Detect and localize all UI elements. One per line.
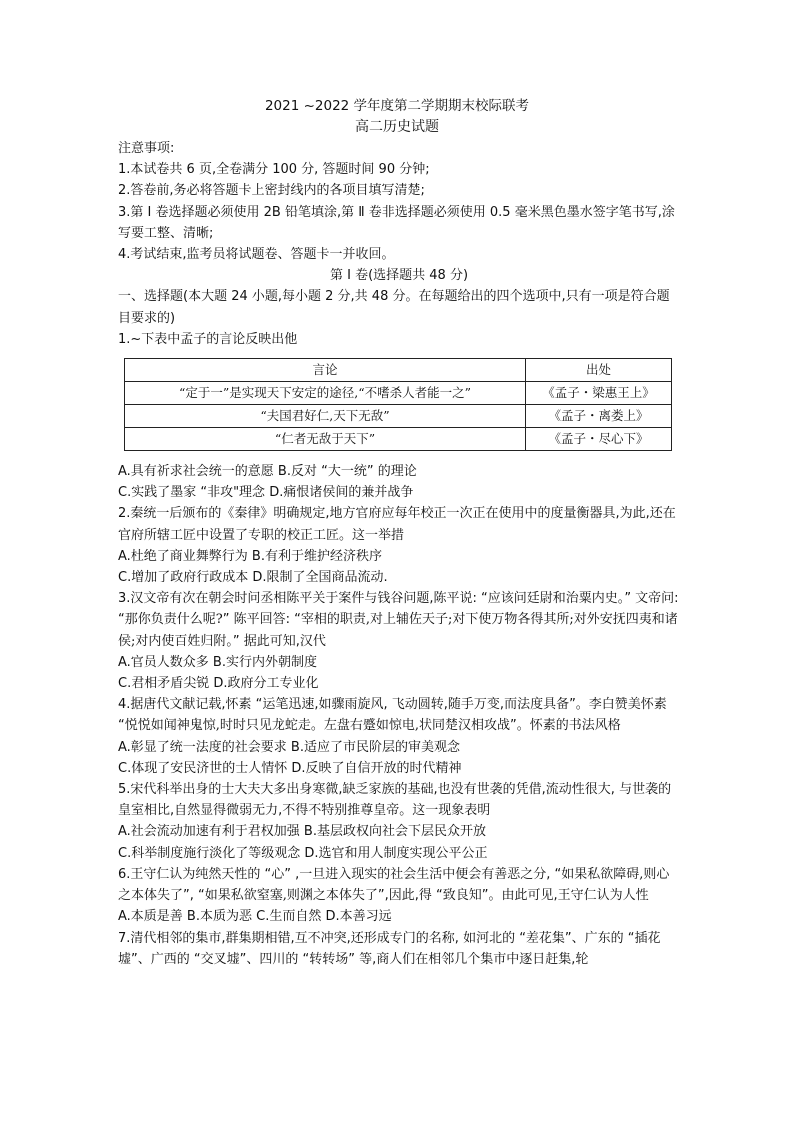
table-header-row <box>125 359 672 382</box>
table-cell: 《孟子・离娄上》 <box>526 405 672 428</box>
q3-stem-part: ” 文帝问: “ <box>118 591 679 628</box>
q6-quote: 如果私欲障碍,则心之本体失了 <box>118 866 670 904</box>
section-title: 第 I 卷(选择题共 48 分) <box>329 268 469 284</box>
table-cell: “仁者无敌于天下” <box>125 428 526 451</box>
table-cell: 《孟子・梁惠王上》 <box>526 382 672 405</box>
note-item-4: 4.考试结束,监考员将试题卷、答题卡一并收回。 <box>118 247 395 263</box>
q3-quote: 那你负责什么呢? <box>124 612 223 628</box>
q6-stem-part: 6.王守仁认为纯然天性的 “心” ,一旦进入现实的社会生活中便会有善恶之分, “ <box>118 866 562 882</box>
section-instruction: 一、选择题(本大题 24 小题,每小题 2 分,共 48 分。在每题给出的四个选项中,只有一项是符合题目要求的) <box>118 289 670 326</box>
q3-option-line: A.官员人数众多 B.实行内外朝制度 <box>118 654 317 670</box>
table-header-cell: 出处 <box>526 359 672 382</box>
q3-stem-part: ” 据此可知,汉代 <box>232 633 326 649</box>
q3-stem-part: ” 陈平回答: “ <box>222 612 301 628</box>
exam-body <box>118 138 680 970</box>
subject-title: 高二历史试题 <box>355 119 439 135</box>
notes-heading: 注意事项: <box>118 141 175 156</box>
q1-table <box>124 358 672 451</box>
q6-stem-part: ”,因此,得 “致良知”。由此可见,王守仁认为人性 <box>377 888 649 904</box>
table-row <box>125 428 672 451</box>
q1-stem: 1.~下表中孟子的言论反映出他 <box>118 331 298 347</box>
q2-option-line: A.杜绝了商业舞弊行为 B.有利于维护经济秩序 <box>118 548 382 564</box>
q1-option-line: A.具有祈求社会统一的意愿 B.反对 “大一统” 的理论 <box>118 464 417 480</box>
q4-option-line: A.彰显了统一法度的社会要求 B.适应了市民阶层的审美观念 <box>118 739 460 755</box>
note-item-1: 1.本试卷共 6 页,全卷满分 100 分, 答题时间 90 分钟; <box>118 162 430 178</box>
table-cell: “夫国君好仁,天下无敌” <box>125 405 526 428</box>
q4-quote: 悦悦如闻神鬼惊,时时只见龙蛇走。左盘右蹙如惊电,状同楚汉相攻战 <box>124 718 511 734</box>
q6-option-line: A.本质是善 B.本质为恶 C.生而自然 D.本善习远 <box>118 909 392 925</box>
q4-stem <box>118 694 680 736</box>
q5-option-line: A.社会流动加速有利于君权加强 B.基层政权向社会下层民众开放 <box>118 824 486 840</box>
exam-title: 2021 ~2022 学年度第二学期期末校际联考 <box>264 98 530 114</box>
table-header-cell: 言论 <box>125 359 526 382</box>
q6-stem <box>118 864 680 906</box>
note-item-3: 3.第 I 卷选择题必须使用 2B 铅笔填涂,第 Ⅱ 卷非选择题必须使用 0.5 毫米黑色墨水签字笔书写,涂写要工整、清晰; <box>118 204 675 241</box>
q3-quote: 应该问廷尉和治粟内史。 <box>487 591 625 607</box>
q7-stem: 7.清代相邻的集市,群集期相错,互不冲突,还形成专门的名称, 如河北的 “差花集”、广东的 “插花墟”、广西的 “交叉墟”、四川的 “转转场” 等,商人们在相邻几个集市中逐日赶集,轮 <box>118 930 661 967</box>
q6-stem-part: ”, “ <box>183 888 205 904</box>
q2-stem: 2.秦统一后颁布的《秦律》明确规定,地方官府应每年校正一次正在使用中的度量衡器具,为此,还在官府所辖工匠中设置了专职的校正工匠。这一举措 <box>118 506 676 543</box>
table-cell: 《孟子・尽心下》 <box>526 428 672 451</box>
q4-option-line: C.体现了安民济世的士人情怀 D.反映了自信开放的时代精神 <box>118 760 462 776</box>
q4-stem-part: ”。怀素的书法风格 <box>510 718 621 734</box>
table-row <box>125 405 672 428</box>
q3-quote: 宰相的职责,对上辅佐天子;对下使万物各得其所;对外安抚四夷和诸侯;对内使百姓归附。 <box>118 612 678 649</box>
q6-quote: 如果私欲窒塞,则渊之本体失了 <box>204 888 378 904</box>
q3-stem-part: 3.汉文帝有次在朝会时问丞相陈平关于案件与钱谷问题,陈平说: “ <box>118 591 488 607</box>
q4-stem-part: 4.据唐代文献记载,怀素 “运笔迅速,如骤雨旋风, 飞动圆转,随手万变,而法度具备”。李白赞美怀素 “ <box>118 697 667 734</box>
table-cell: “定于一”是实现天下安定的途径,“不嗜杀人者能一之” <box>125 382 526 405</box>
q1-option-line: C.实践了墨家 “非攻"理念 D.痛恨诸侯间的兼并战争 <box>118 485 414 501</box>
q5-option-line: C.科举制度施行淡化了等级观念 D.选官和用人制度实现公平公正 <box>118 845 488 861</box>
table-row <box>125 382 672 405</box>
q3-option-line: C.君相矛盾尖锐 D.政府分工专业化 <box>118 676 319 692</box>
q2-option-line: C.增加了政府行政成本 D.限制了全国商品流动. <box>118 570 388 586</box>
q5-stem: 5.宋代科举出身的士大夫大多出身寒微,缺乏家族的基础,也没有世袭的凭借,流动性很大, 与世袭的皇室相比,自然显得微弱无力,不得不特别推尊皇帝。这一现象表明 <box>118 782 672 819</box>
note-item-2: 2.答卷前,务必将答题卡上密封线内的各项目填写清楚; <box>118 183 425 199</box>
q3-stem <box>118 588 680 652</box>
